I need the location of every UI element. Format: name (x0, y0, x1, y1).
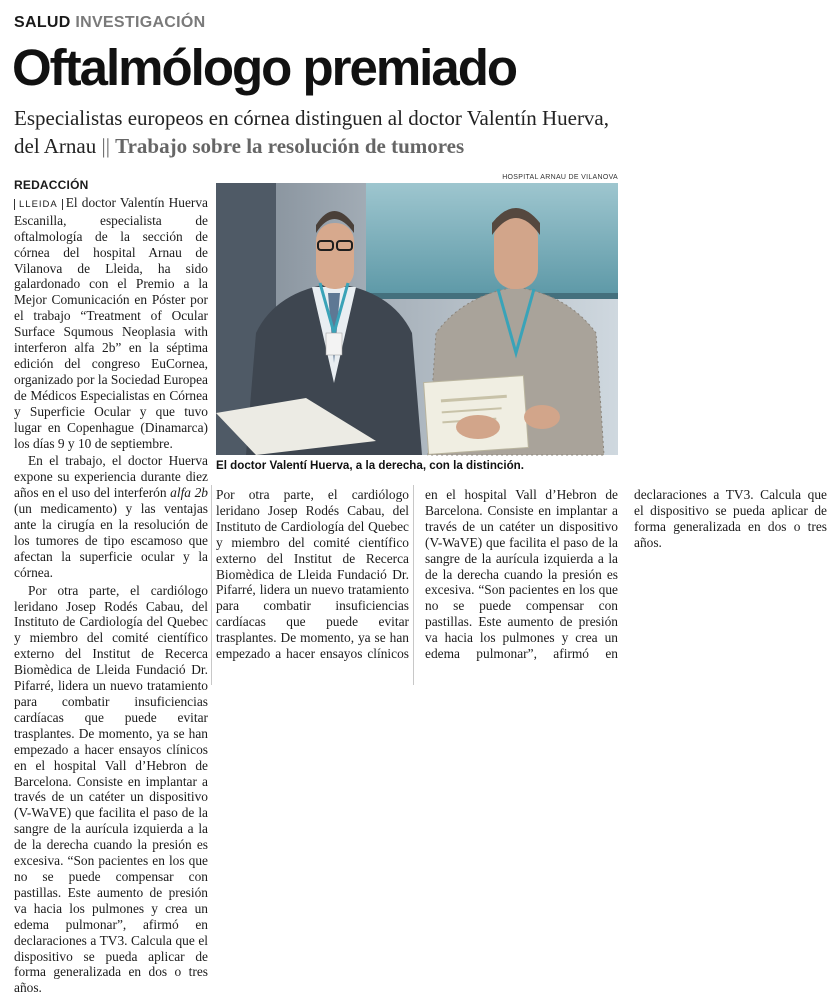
photo-caption: El doctor Valentí Huerva, a la derecha, con la distinción. (216, 459, 524, 472)
section-label: SALUD (14, 14, 71, 31)
article-paragraph (14, 195, 208, 452)
subhead-separator: || (101, 134, 110, 158)
article-paragraph (14, 583, 208, 996)
paragraph-text: (un medicamento) y las ventajas ante la cirugía en la resolución de los tumores de tipo escamoso que afectan la superficie ocular y la córnea. (14, 501, 208, 580)
article-paragraph (14, 453, 208, 580)
section-tag (14, 14, 206, 32)
paragraph-text: En el trabajo, el doctor Huerva expone su experiencia durante diez años en el uso del interferón (14, 453, 208, 501)
subhead (14, 104, 618, 160)
paragraph-text: Por otra parte, el cardiólogo leridano Josep Rodés Cabau, del Instituto de Cardiología del Quebec y miembro del comité científico externo del Institut de Recerca Biomèdica de Lleida Fundació Dr. Pifarré, lidera un nuevo tratamiento para combatir insuficiencias cardíacas que puede evitar trasplantes. De momento, ya se han empezado a hacer ensayos clínicos en el hospital Vall d’Hebron de Barcelona. Consiste en implantar a través de un catéter un dispositivo (V-WaVE) que facilita el paso de la sangre de la aurícula izquierda a la de la derecha cuando la presión es excesiva. “Son pacientes en los que no se puede compensar con pastillas. Este aumento de presión va hacia los pulmones y crea un edema pulmonar”, afirmó en declaraciones a TV3. Calcula que el dispositivo se pueda aplicar de forma generalizada en dos o tres años. (216, 487, 827, 662)
paragraph-text: El doctor Valentín Huerva Escanilla, especialista de oftalmología de la sección de córnea del hospital Arnau de Vilanova de Lleida, ha sido galardonado con el Premio a la Mejor Comunicación en Póster por el trabajo “Treatment of Ocular Surface Squmous Neoplasia with interferon alfa 2b” en la séptima edición del congreso EuCornea, organizado por la Sociedad Europea de Médicos Especialistas en Córnea y Superficie Ocular y que tuvo lugar en Copenhague (Dinamarca) los días 9 y 10 de septiembre. (14, 194, 208, 451)
article-column-1 (14, 178, 208, 996)
photo-credit: HOSPITAL ARNAU DE VILANOVA (502, 174, 618, 181)
article-photo (216, 183, 618, 455)
article-paragraph-continued (216, 487, 827, 669)
location-tag: LLEIDA (14, 199, 63, 210)
subsection-label: INVESTIGACIÓN (75, 14, 206, 31)
drug-name: alfa 2b (170, 485, 208, 501)
subhead-text: Especialistas europeos en córnea distinguen al doctor Valentín Huerva, del Arnau (14, 106, 610, 158)
paragraph-text: Por otra parte, el cardiólogo leridano Josep Rodés Cabau, del Instituto de Cardiología del Quebec y miembro del comité científico externo del Institut de Recerca Biomèdica de Lleida Fundació Dr. Pifarré, lidera un nuevo tratamiento para combatir insuficiencias cardíacas que puede evitar trasplantes. De momento, ya se han empezado a hacer ensayos clínicos en el hospital Vall d’Hebron de Barcelona. Consiste en implantar a través de un catéter un dispositivo (V-WaVE) que facilita el paso de la sangre de la aurícula izquierda a la de la derecha cuando la presión es excesiva. “Son pacientes en los que no se puede compensar con pastillas. Este aumento de presión va hacia los pulmones y crea un edema pulmonar”, afirmó en declaraciones a TV3. Calcula que el dispositivo se pueda aplicar de forma generalizada en dos o tres años. (14, 582, 208, 996)
byline: REDACCIÓN (14, 178, 89, 192)
headline: Oftalmólogo premiado (12, 39, 517, 96)
photo-illustration (216, 183, 618, 455)
subhead-secondary: Trabajo sobre la resolución de tumores (115, 134, 465, 158)
column-divider (211, 485, 212, 685)
article-columns-continued (216, 487, 827, 669)
